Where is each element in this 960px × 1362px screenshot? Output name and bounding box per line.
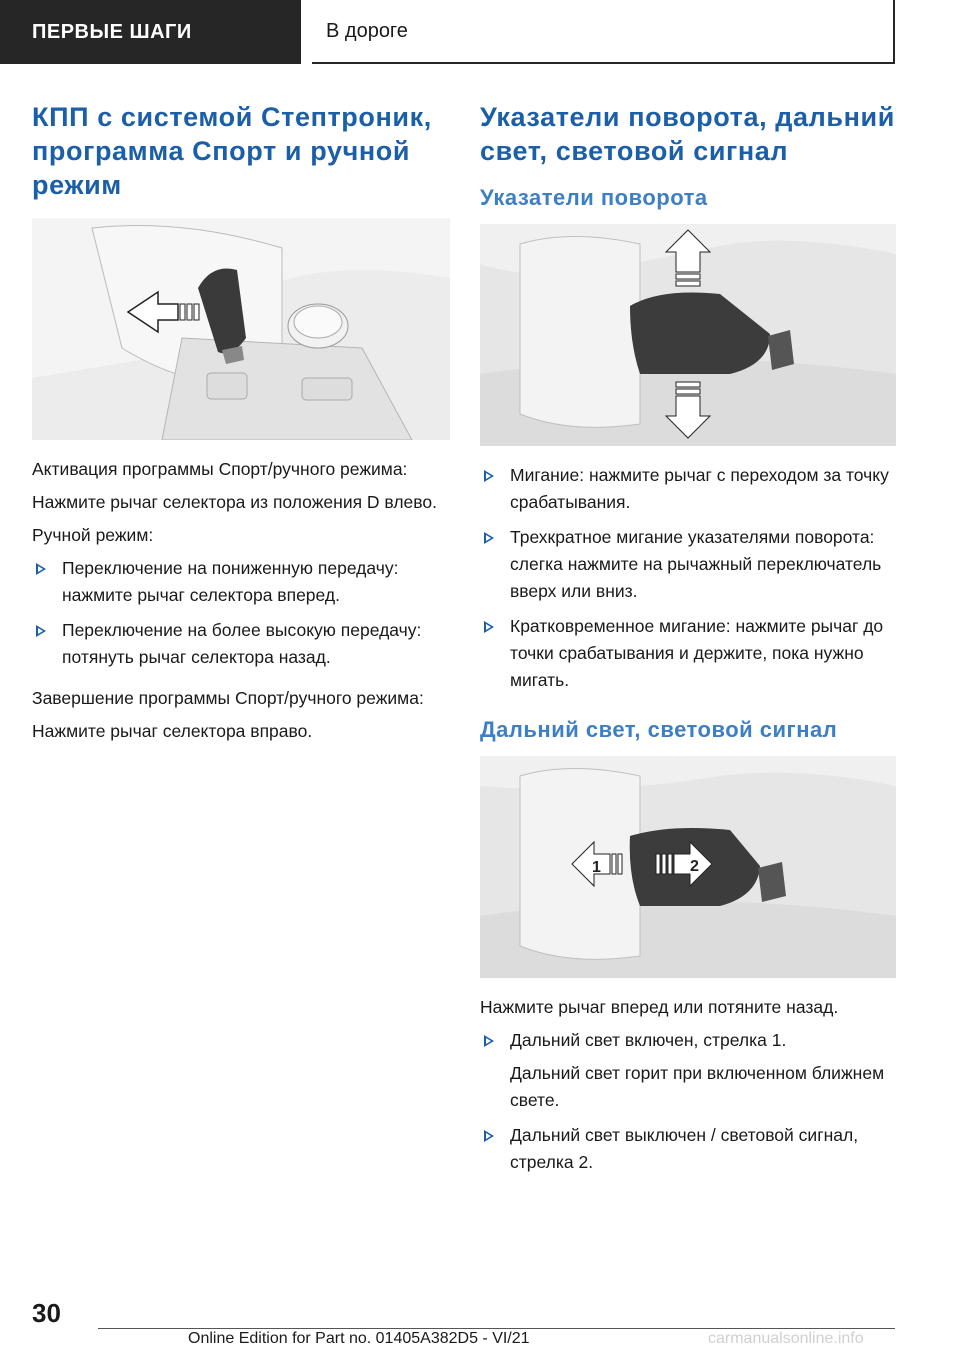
footer-edition: Online Edition for Part no. 01405A382D5 - VI/21 carmanualsonline.info: [188, 1330, 864, 1347]
paragraph: Ручной режим:: [32, 525, 154, 545]
svg-text:1: 1: [592, 859, 601, 876]
left-heading: КПП с системой Стептроник, программа Спорт и ручной режим: [32, 102, 432, 200]
high-beam-list: [480, 1027, 896, 1176]
footer-divider: [98, 1328, 895, 1329]
list-item: Мигание: нажмите рычаг с переходом за точку срабатывания.: [480, 462, 896, 516]
paragraph: Нажмите рычаг селектора вправо.: [32, 721, 313, 741]
bullet-arrow-icon: [36, 563, 46, 575]
list-item: Дальний свет включен, стрелка 1. Дальний свет горит при включенном ближнем свете.: [480, 1027, 896, 1114]
list-item: Переключение на пониженную передачу: нажмите рычаг селектора вперед.: [32, 555, 450, 609]
topic-tab: [312, 0, 895, 64]
paragraph: Нажмите рычаг вперед или потяните назад.: [480, 997, 839, 1017]
left-column: [32, 100, 450, 751]
svg-text:2: 2: [690, 858, 699, 875]
high-beam-illustration: [480, 756, 896, 978]
bullet-arrow-icon: [36, 625, 46, 637]
watermark: carmanualsonline.info: [708, 1330, 864, 1347]
section-title: ПЕРВЫЕ ШАГИ: [32, 20, 192, 43]
bullet-arrow-icon: [484, 532, 494, 544]
right-heading: Указатели поворота, дальний свет, световой сигнал: [480, 102, 895, 166]
right-column: [480, 100, 896, 1184]
paragraph: Завершение программы Спорт/ручного режима:: [32, 688, 424, 708]
turn-signal-list: [480, 462, 896, 694]
list-item: Дальний свет выключен / световой сигнал, стрелка 2.: [480, 1122, 896, 1176]
list-item: Кратковременное мигание: нажмите рычаг до точки срабатывания и держите, пока нужно мигать.: [480, 613, 896, 694]
subheading-high-beam: Дальний свет, световой сигнал: [480, 717, 838, 742]
bullet-arrow-icon: [484, 1130, 494, 1142]
bullet-arrow-icon: [484, 621, 494, 633]
page-number: 30: [32, 1298, 61, 1328]
paragraph: Активация программы Спорт/ручного режима:: [32, 459, 408, 479]
bullet-list: [32, 555, 450, 671]
list-item: Переключение на более высокую передачу: потянуть рычаг селектора назад.: [32, 617, 450, 671]
bullet-arrow-icon: [484, 470, 494, 482]
topic-title: В дороге: [326, 19, 408, 42]
paragraph: Нажмите рычаг селектора из положения D влево.: [32, 492, 437, 512]
subheading-turn-signals: Указатели поворота: [480, 185, 708, 210]
gear-selector-illustration: [32, 218, 450, 440]
section-tab: [0, 0, 299, 64]
bullet-arrow-icon: [484, 1035, 494, 1047]
turn-signal-illustration: [480, 224, 896, 446]
list-item: Трехкратное мигание указателями поворота: слегка нажмите на рычажный переключатель вверх или вниз.: [480, 524, 896, 605]
